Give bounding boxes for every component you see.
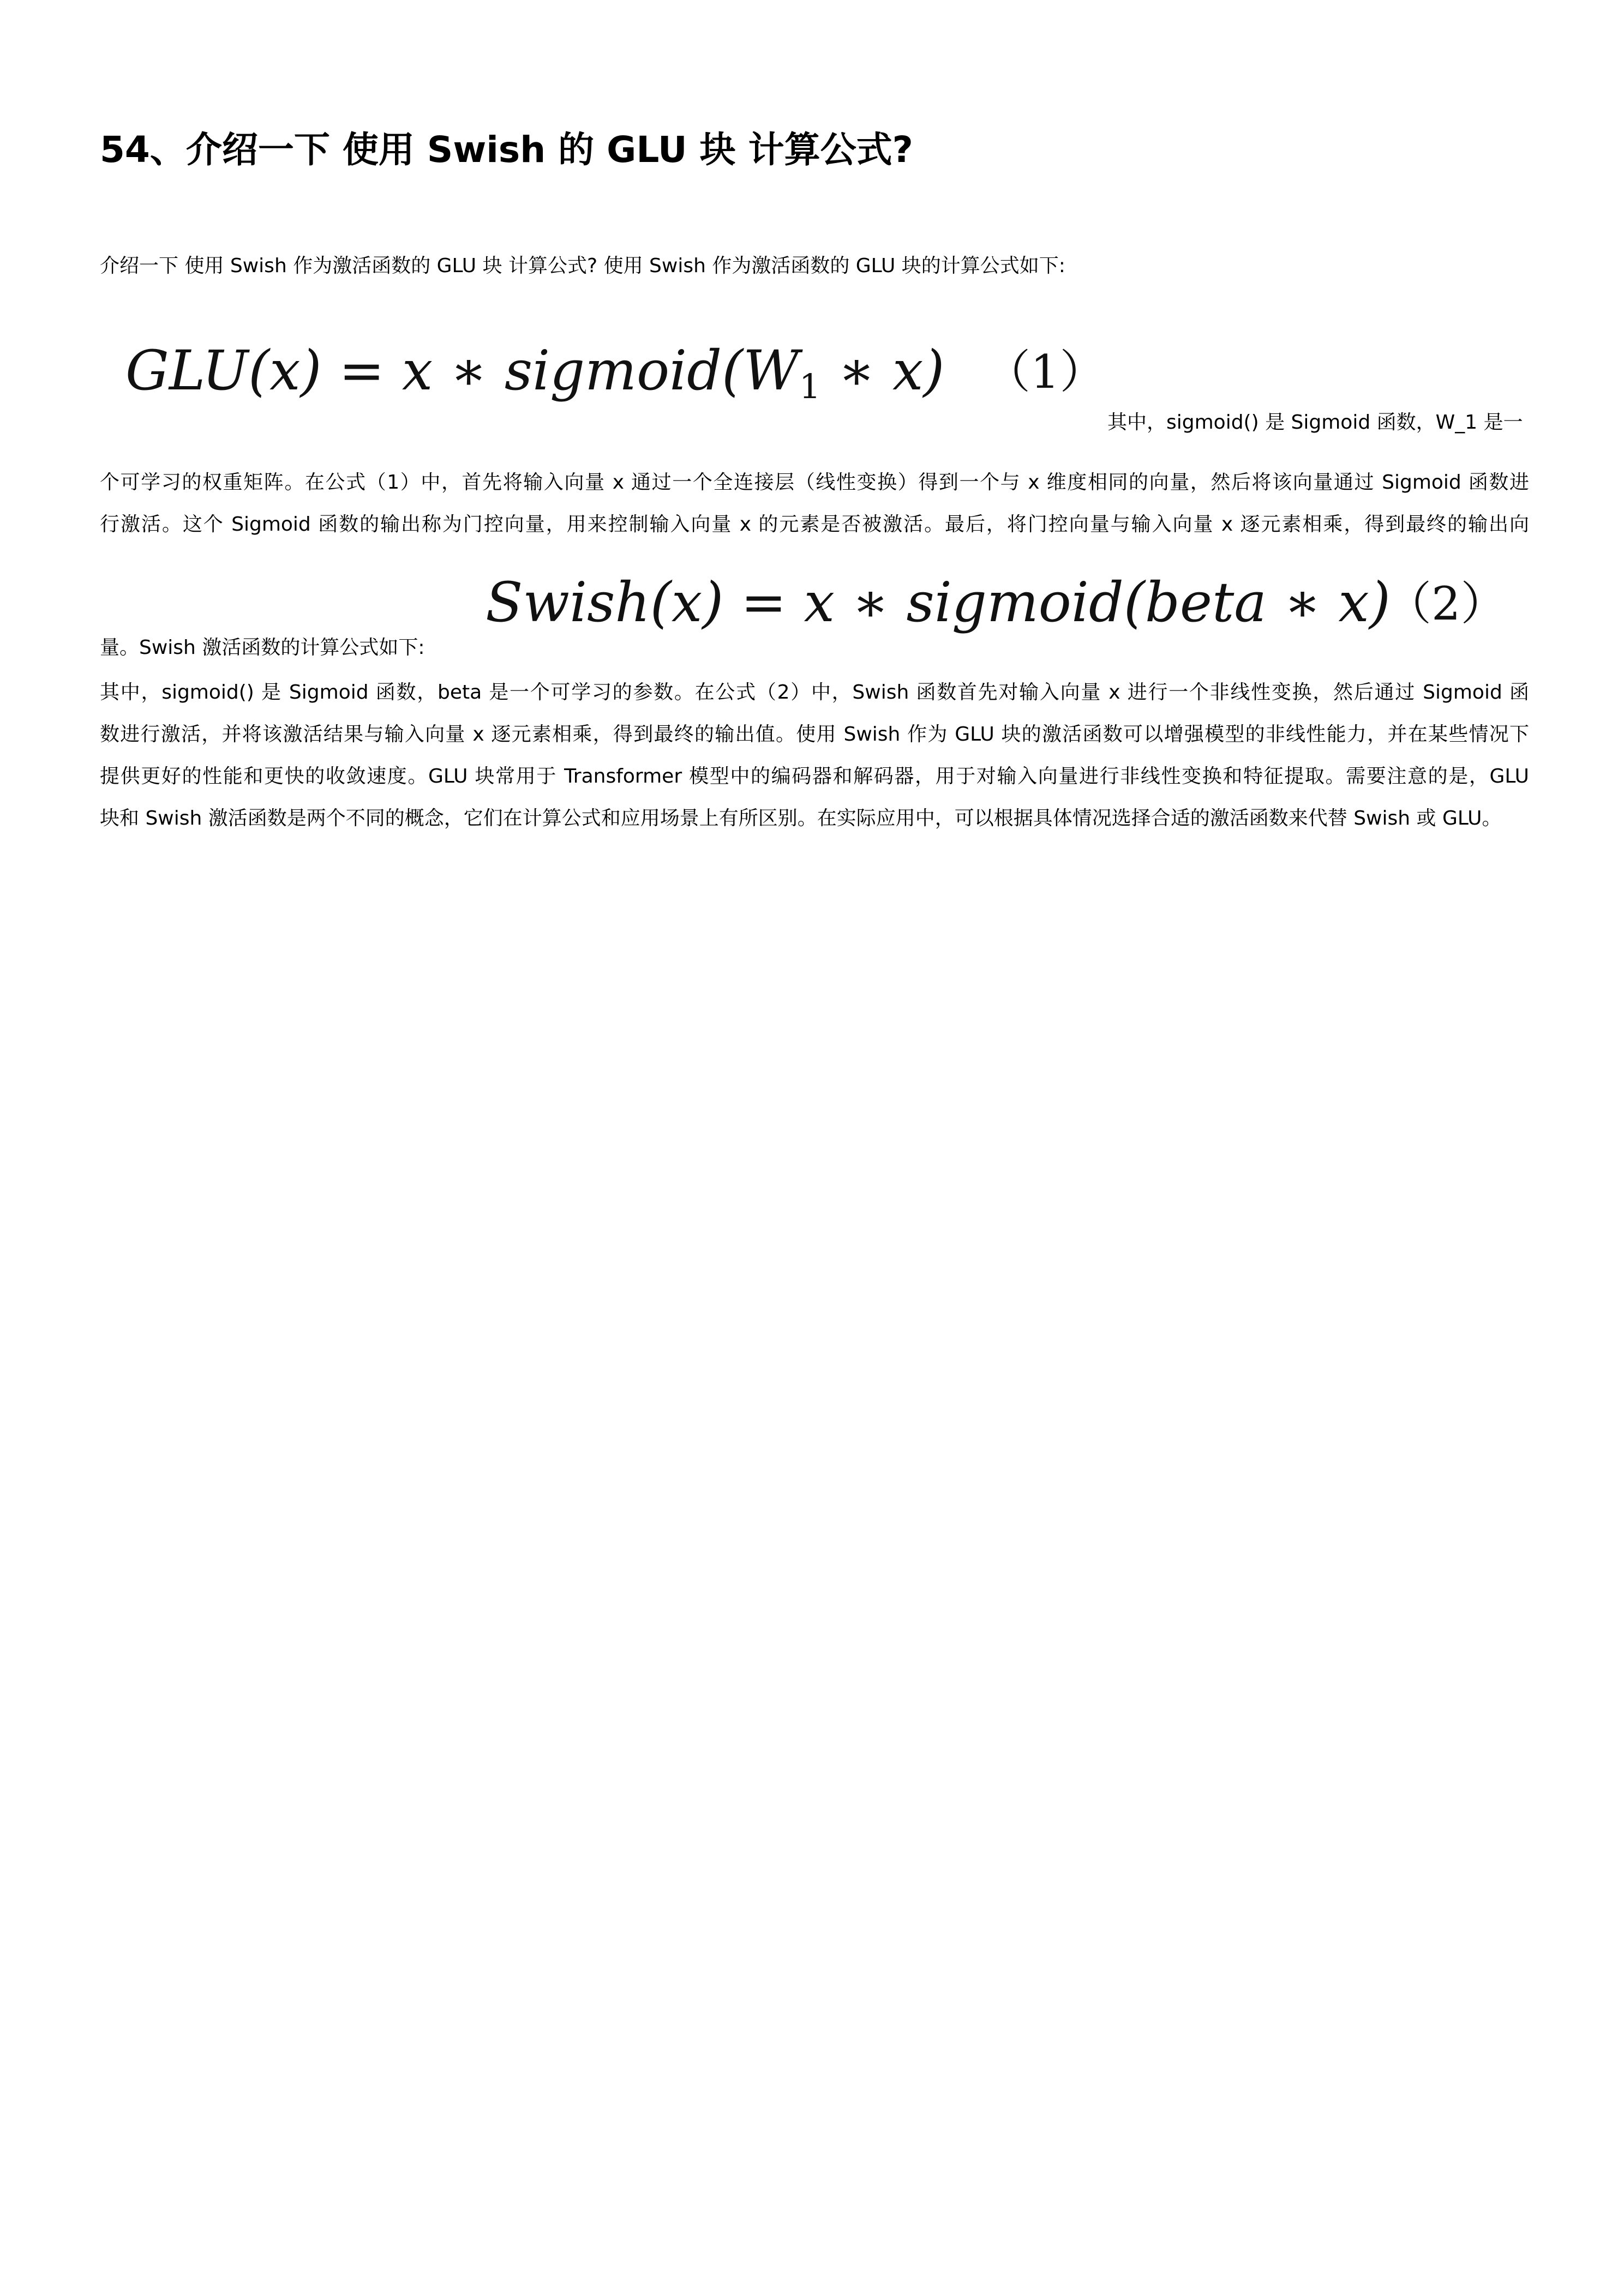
paragraph2-line-1: 其中，sigmoid() 是 Sigmoid 函数，beta 是一个可学习的参数。在公式（2）中，Swish 函数首先对输入向量 x 进行一个非线性变换，然后通过 Sigmoid 函 (100, 681, 1529, 704)
swish-formula: Swish(x) = x ∗ sigmoid(beta ∗ x) (486, 570, 1391, 634)
glu-formula-main: GLU(x) = x ∗ sigmoid(W (125, 339, 799, 402)
swish-intro-text: 量。Swish 激活函数的计算公式如下: (100, 636, 425, 659)
formula1-explanation: 其中，sigmoid() 是 Sigmoid 函数，W_1 是一 (1107, 411, 1523, 434)
paragraph1-line-1: 个可学习的权重矩阵。在公式（1）中，首先将输入向量 x 通过一个全连接层（线性变换）得到一个与 x 维度相同的向量，然后将该向量通过 Sigmoid 函数进 (100, 471, 1529, 494)
glu-formula (125, 338, 944, 419)
paragraph1-line-2: 行激活。这个 Sigmoid 函数的输出称为门控向量，用来控制输入向量 x 的元素是否被激活。最后，将门控向量与输入向量 x 逐元素相乘，得到最终的输出向 (100, 513, 1529, 536)
formula-number-2: （2） (1386, 577, 1507, 630)
paragraph2-line-4: 块和 Swish 激活函数是两个不同的概念，它们在计算公式和应用场景上有所区别。在实际应用中，可以根据具体情况选择合适的激活函数来代替 Swish 或 GLU。 (100, 807, 1502, 830)
page-title: 54、介绍一下 使用 Swish 的 GLU 块 计算公式? (100, 129, 913, 171)
formula-number-1: （1） (985, 345, 1106, 399)
glu-formula-tail: ∗ x) (820, 339, 945, 402)
glu-formula-subscript: 1 (799, 366, 821, 406)
paragraph2-line-3: 提供更好的性能和更快的收敛速度。GLU 块常用于 Transformer 模型中的编码器和解码器，用于对输入向量进行非线性变换和特征提取。需要注意的是，GLU (100, 765, 1529, 788)
paragraph2-line-2: 数进行激活，并将该激活结果与输入向量 x 逐元素相乘，得到最终的输出值。使用 Swish 作为 GLU 块的激活函数可以增强模型的非线性能力，并在某些情况下 (100, 723, 1529, 746)
intro-text: 介绍一下 使用 Swish 作为激活函数的 GLU 块 计算公式? 使用 Swish 作为激活函数的 GLU 块的计算公式如下: (100, 255, 1065, 277)
